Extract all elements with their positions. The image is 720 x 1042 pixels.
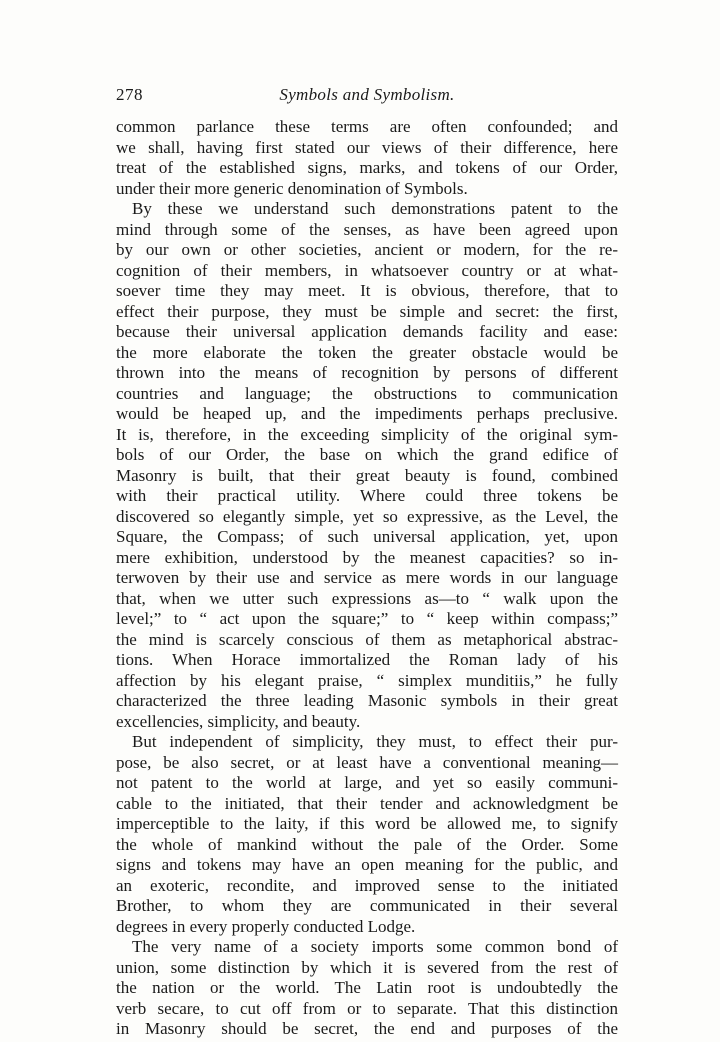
text-line: pose, be also secret, or at least have a conventional meaning— [116, 752, 618, 772]
text-line: soever time they may meet. It is obvious, therefore, that to [116, 281, 618, 300]
text-line: we shall, having first stated our views of their difference, here [116, 137, 618, 157]
paragraph-first-line: The very name of a society imports some common bond of [132, 937, 618, 956]
text-line: would be heaped up, and the impediments perhaps preclusive. [116, 404, 618, 423]
text-line: cable to the initiated, that their tender and acknowledgment be [116, 793, 618, 813]
text-line: union, some distinction by which it is severed from the rest of [116, 957, 618, 977]
text-line: under their more generic denomination of Symbols. [116, 178, 468, 198]
text-line: level;” to “ act upon the square;” to “ keep within compass;” [116, 609, 618, 628]
text-line: degrees in every properly conducted Lodge. [116, 916, 416, 936]
text-line: terwoven by their use and service as mere words in our language [116, 568, 618, 587]
text-line: the whole of mankind without the pale of the Order. Some [116, 834, 618, 854]
body-text [116, 117, 618, 1040]
text-line: signs and tokens may have an open meaning for the public, and [116, 855, 618, 874]
text-line: It is, therefore, in the exceeding simplicity of the original sym- [116, 424, 618, 444]
text-line: by our own or other societies, ancient or modern, for the re- [116, 240, 618, 259]
text-line: not patent to the world at large, and yet so easily communi- [116, 773, 618, 792]
text-line: mere exhibition, understood by the meanest capacities? so in- [116, 547, 618, 567]
text-line: imperceptible to the laity, if this word be allowed me, to signify [116, 814, 618, 833]
text-line: tions. When Horace immortalized the Roman lady of his [116, 650, 618, 669]
text-line: affection by his elegant praise, “ simplex munditiis,” he fully [116, 670, 618, 690]
text-line: Brother, to whom they are communicated in their several [116, 896, 618, 915]
text-line: bols of our Order, the base on which the grand edifice of [116, 445, 618, 464]
text-line: Masonry is built, that their great beauty is found, combined [116, 465, 618, 485]
paragraph-first-line: By these we understand such demonstrations patent to the [132, 199, 618, 218]
text-line: that, when we utter such expressions as—to “ walk upon the [116, 588, 618, 608]
text-line: the nation or the world. The Latin root is undoubtedly the [116, 978, 618, 997]
text-line: common parlance these terms are often confounded; and [116, 117, 618, 136]
text-line: effect their purpose, they must be simple and secret: the first, [116, 301, 618, 321]
text-line: in Masonry should be secret, the end and purposes of the [116, 1019, 618, 1038]
text-line: characterized the three leading Masonic symbols in their great [116, 691, 618, 710]
page-number: 278 [116, 85, 143, 104]
text-line: mind through some of the senses, as have been agreed upon [116, 219, 618, 239]
text-line: thrown into the means of recognition by persons of different [116, 363, 618, 382]
running-head [116, 83, 618, 107]
text-line: verb secare, to cut off from or to separate. That this distinction [116, 998, 618, 1018]
running-title: Symbols and Symbolism. [279, 85, 455, 104]
text-line: excellencies, simplicity, and beauty. [116, 711, 361, 731]
text-line: Square, the Compass; of such universal application, yet, upon [116, 527, 618, 546]
text-line: because their universal application demands facility and ease: [116, 322, 618, 341]
text-line: the mind is scarcely conscious of them as metaphorical abstrac- [116, 629, 618, 649]
text-line: the more elaborate the token the greater obstacle would be [116, 342, 618, 362]
text-line: an exoteric, recondite, and improved sense to the initiated [116, 875, 618, 895]
text-line: countries and language; the obstructions to communication [116, 383, 618, 403]
text-line: cognition of their members, in whatsoever country or at what- [116, 260, 618, 280]
text-line: treat of the established signs, marks, and tokens of our Order, [116, 158, 618, 177]
text-line: with their practical utility. Where could three tokens be [116, 486, 618, 505]
paragraph-first-line: But independent of simplicity, they must, to effect their pur- [132, 732, 618, 751]
text-line: discovered so elegantly simple, yet so expressive, as the Level, the [116, 506, 618, 526]
